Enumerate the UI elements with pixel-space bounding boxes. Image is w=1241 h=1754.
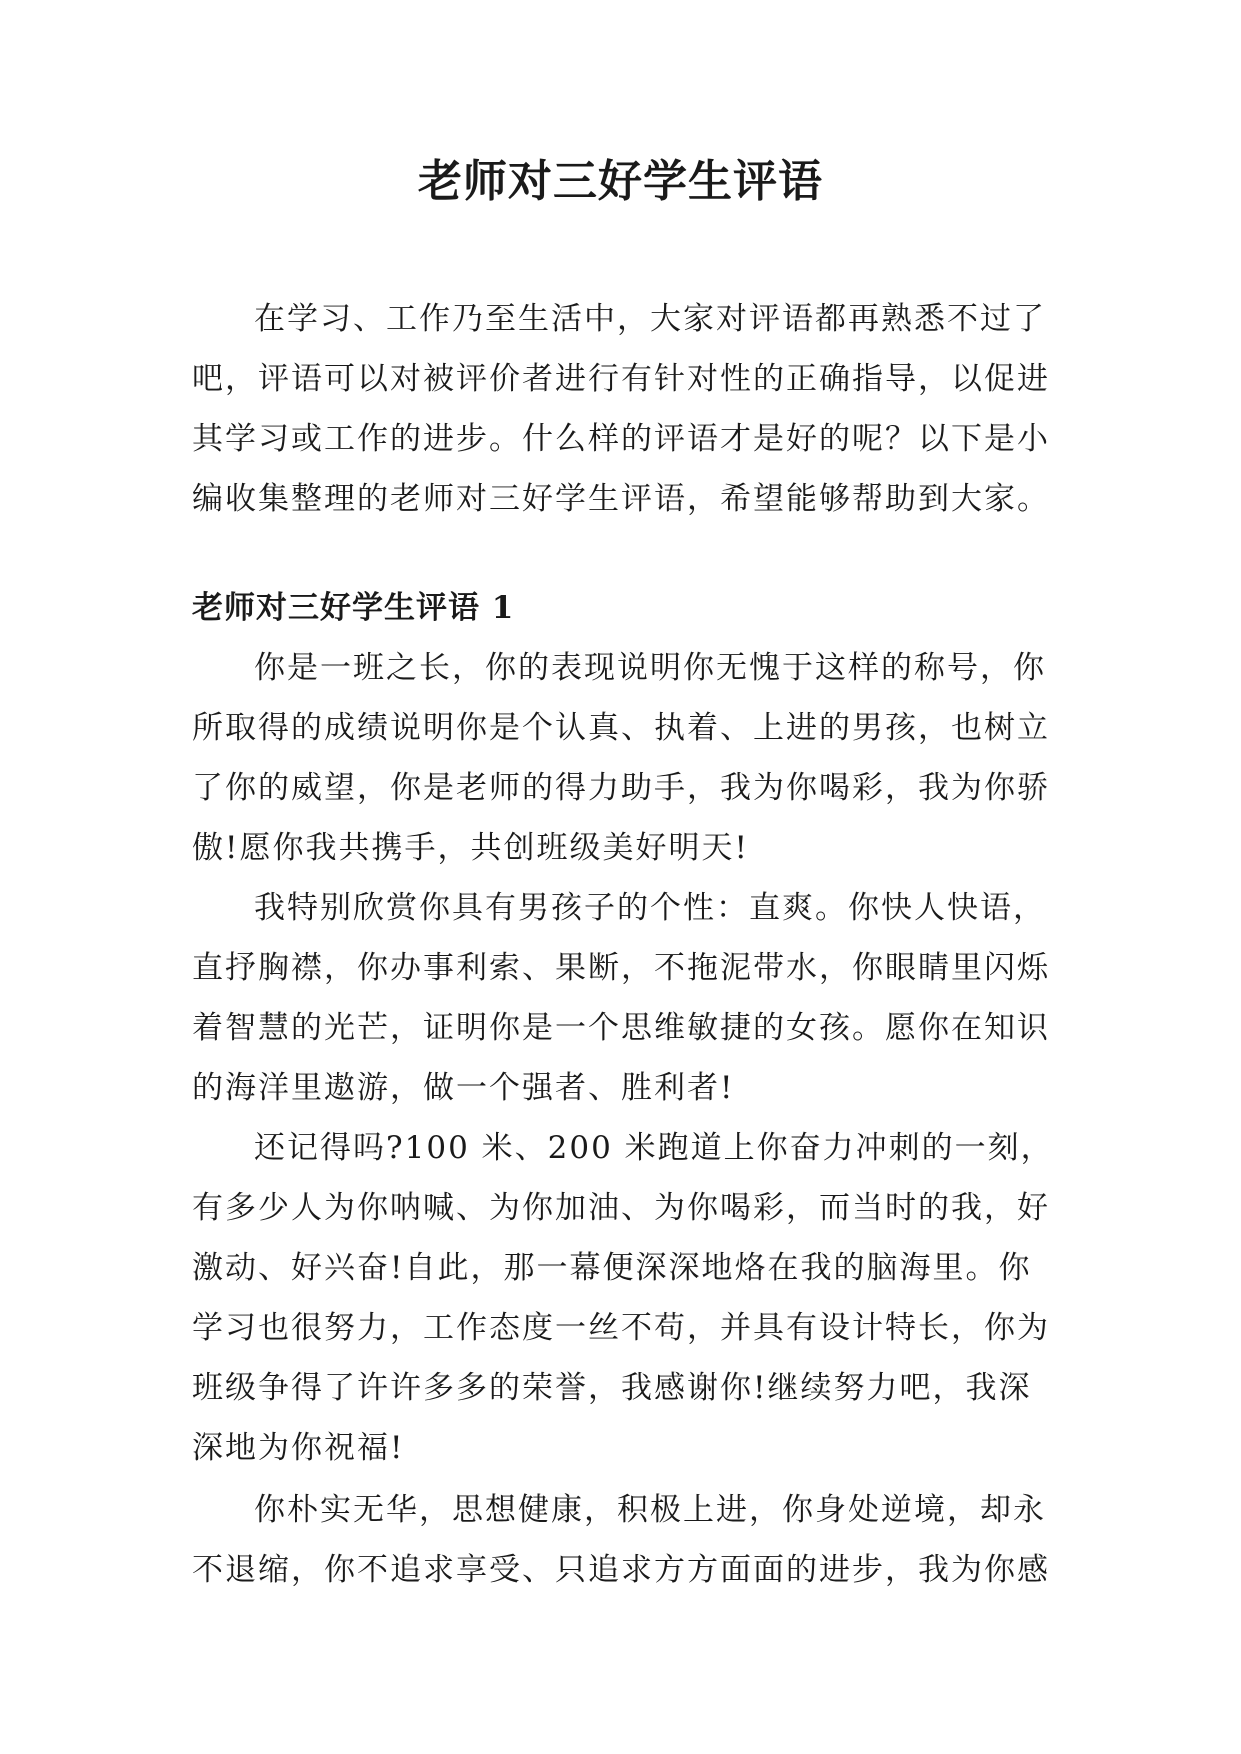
comment-paragraph-4: 你朴实无华，思想健康，积极上进，你身处逆境，却永不退缩，你不追求享受、只追求方方面面的进步，我为你感	[192, 1492, 1050, 1588]
section-heading: 老师对三好学生评语 1	[192, 590, 515, 626]
document-title: 老师对三好学生评语	[418, 156, 823, 207]
comment-paragraph-3: 还记得吗?100 米、200 米跑道上你奋力冲刺的一刻，有多少人为你呐喊、为你加油、为你喝彩，而当时的我，好激动、好兴奋!自此，那一幕便深深地烙在我的脑海里。你学习也很努力，工作态度一丝不苟，并具有设计特长，你为班级争得了许许多多的荣誉，我感谢你!继续努力吧，我深深地为你祝福!	[192, 1130, 1054, 1466]
comment-paragraph-2: 我特别欣赏你具有男孩子的个性：直爽。你快人快语，直抒胸襟，你办事利索、果断，不拖泥带水，你眼睛里闪烁着智慧的光芒，证明你是一个思维敏捷的女孩。愿你在知识的海洋里遨游，做一个强者、胜利者!	[192, 890, 1050, 1106]
comment-paragraph-1: 你是一班之长，你的表现说明你无愧于这样的称号，你所取得的成绩说明你是个认真、执着、上进的男孩，也树立了你的威望，你是老师的得力助手，我为你喝彩，我为你骄傲!愿你我共携手，共创班级美好明天!	[192, 650, 1050, 866]
intro-paragraph: 在学习、工作乃至生活中，大家对评语都再熟悉不过了吧，评语可以对被评价者进行有针对性的正确指导，以促进其学习或工作的进步。什么样的评语才是好的呢？以下是小编收集整理的老师对三好学生评语，希望能够帮助到大家。	[192, 301, 1050, 517]
